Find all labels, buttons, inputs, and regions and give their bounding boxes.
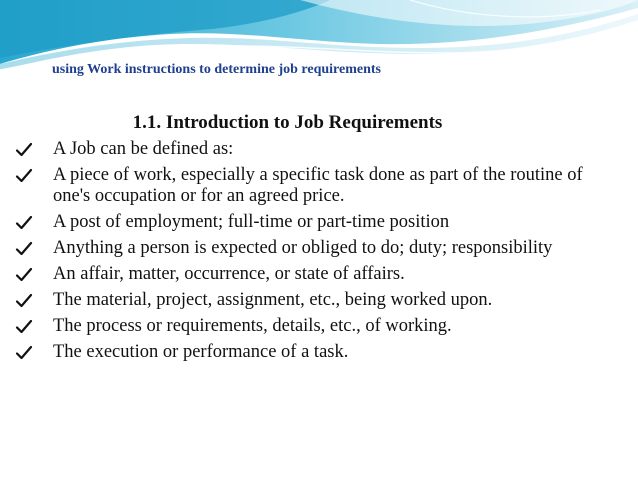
check-icon [15,240,33,258]
list-item-text: A piece of work, especially a specific task done as part of the routine of one's occupation or for an agreed price. [53,165,583,206]
check-icon [15,167,33,185]
list-item-text: A Job can be defined as: [53,139,234,159]
list-item [15,212,615,233]
slide-subtitle: using Work instructions to determine job requirements [52,62,382,77]
list-item [15,342,615,363]
check-icon [15,318,33,336]
list-item [15,165,615,207]
list-item [15,264,615,285]
list-item [15,290,615,311]
list-item [15,139,615,160]
section-title: 1.1. Introduction to Job Requirements [132,112,443,133]
check-icon [15,141,33,159]
list-item [15,316,615,337]
list-item [15,238,615,259]
list-item-text: An affair, matter, occurrence, or state of affairs. [53,264,405,284]
list-item-text: The execution or performance of a task. [53,342,349,362]
check-icon [15,266,33,284]
check-icon [15,292,33,310]
check-icon [15,214,33,232]
list-item-text: A post of employment; full-time or part-time position [53,212,450,232]
bullet-list [15,139,615,368]
list-item-text: The process or requirements, details, etc., of working. [53,316,452,336]
list-item-text: Anything a person is expected or obliged to do; duty; responsibility [53,238,553,258]
list-item-text: The material, project, assignment, etc., being worked upon. [53,290,493,310]
check-icon [15,344,33,362]
